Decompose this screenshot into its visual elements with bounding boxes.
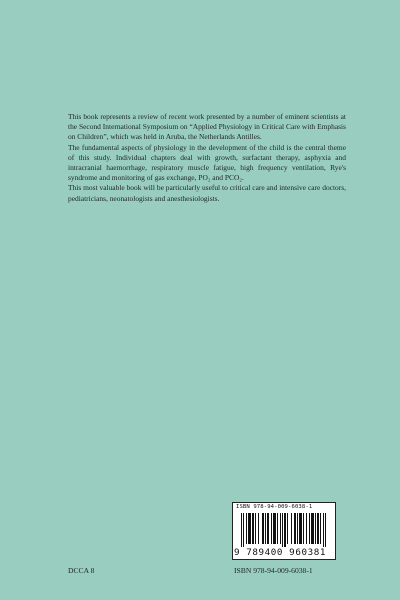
- barcode-bar: [287, 513, 288, 544]
- barcode-bar: [284, 513, 286, 547]
- barcode-bar: [277, 513, 278, 544]
- blurb-paragraph-1: This book represents a review of recent work presented by a number of eminent scientists at the Second International Symposium on “Applied Physiology in Critical Care with Emphasis on Children”, which was held in Aruba, the Netherlands Antilles.: [68, 112, 346, 142]
- barcode-bar: [317, 513, 319, 544]
- barcode-bar: [297, 513, 298, 544]
- barcode-bar: [303, 513, 304, 544]
- barcode-bar: [291, 513, 292, 544]
- barcode-bar: [282, 513, 283, 547]
- barcode-bar: [252, 513, 254, 544]
- barcode-bar: [311, 513, 314, 544]
- series-number: DCCA 8: [68, 566, 95, 575]
- barcode-bar: [309, 513, 310, 544]
- blurb-paragraph-3: This most valuable book will be particularly useful to critical care and intensive care doctors, pediatricians, neonatologists and anesthesiologists.: [68, 183, 346, 203]
- barcode-bar: [267, 513, 269, 544]
- barcode-digits: 9 789400 960381: [234, 547, 326, 558]
- barcode-bar: [258, 513, 259, 544]
- barcode-bar: [271, 513, 272, 544]
- barcode-bar: [299, 513, 302, 544]
- barcode-label: [232, 502, 336, 560]
- isbn-number: ISBN 978-94-009-6038-1: [234, 566, 313, 575]
- barcode-bar: [273, 513, 276, 544]
- barcode-isbn-text: ISBN 978-94-009-6038-1: [236, 504, 313, 510]
- back-cover-blurb: [68, 112, 346, 204]
- barcode-bar: [280, 513, 281, 544]
- barcode-bar: [248, 513, 251, 544]
- barcode-bars: [241, 513, 329, 547]
- barcode-bar: [306, 513, 307, 544]
- barcode-bar: [325, 513, 326, 547]
- barcode-bar: [323, 513, 324, 547]
- barcode-bar: [320, 513, 321, 544]
- blurb-paragraph-2: The fundamental aspects of physiology in the development of the child is the central theme of this study. Individual chapters deal with growth, surfactant therapy, asphyxia and intracranial haemorrhage, respiratory muscle fatigue, high frequency ventilation, Rye's syndrome and monitoring of gas exchange, PO₂ and PCO₂.: [68, 142, 346, 183]
- barcode-bar: [243, 513, 244, 547]
- barcode-bar: [255, 513, 256, 544]
- barcode-bar: [294, 513, 296, 544]
- barcode-bar: [246, 513, 247, 544]
- barcode-bar: [265, 513, 266, 544]
- barcode-bar: [262, 513, 264, 544]
- barcode-bar: [315, 513, 316, 544]
- barcode-bar: [241, 513, 242, 547]
